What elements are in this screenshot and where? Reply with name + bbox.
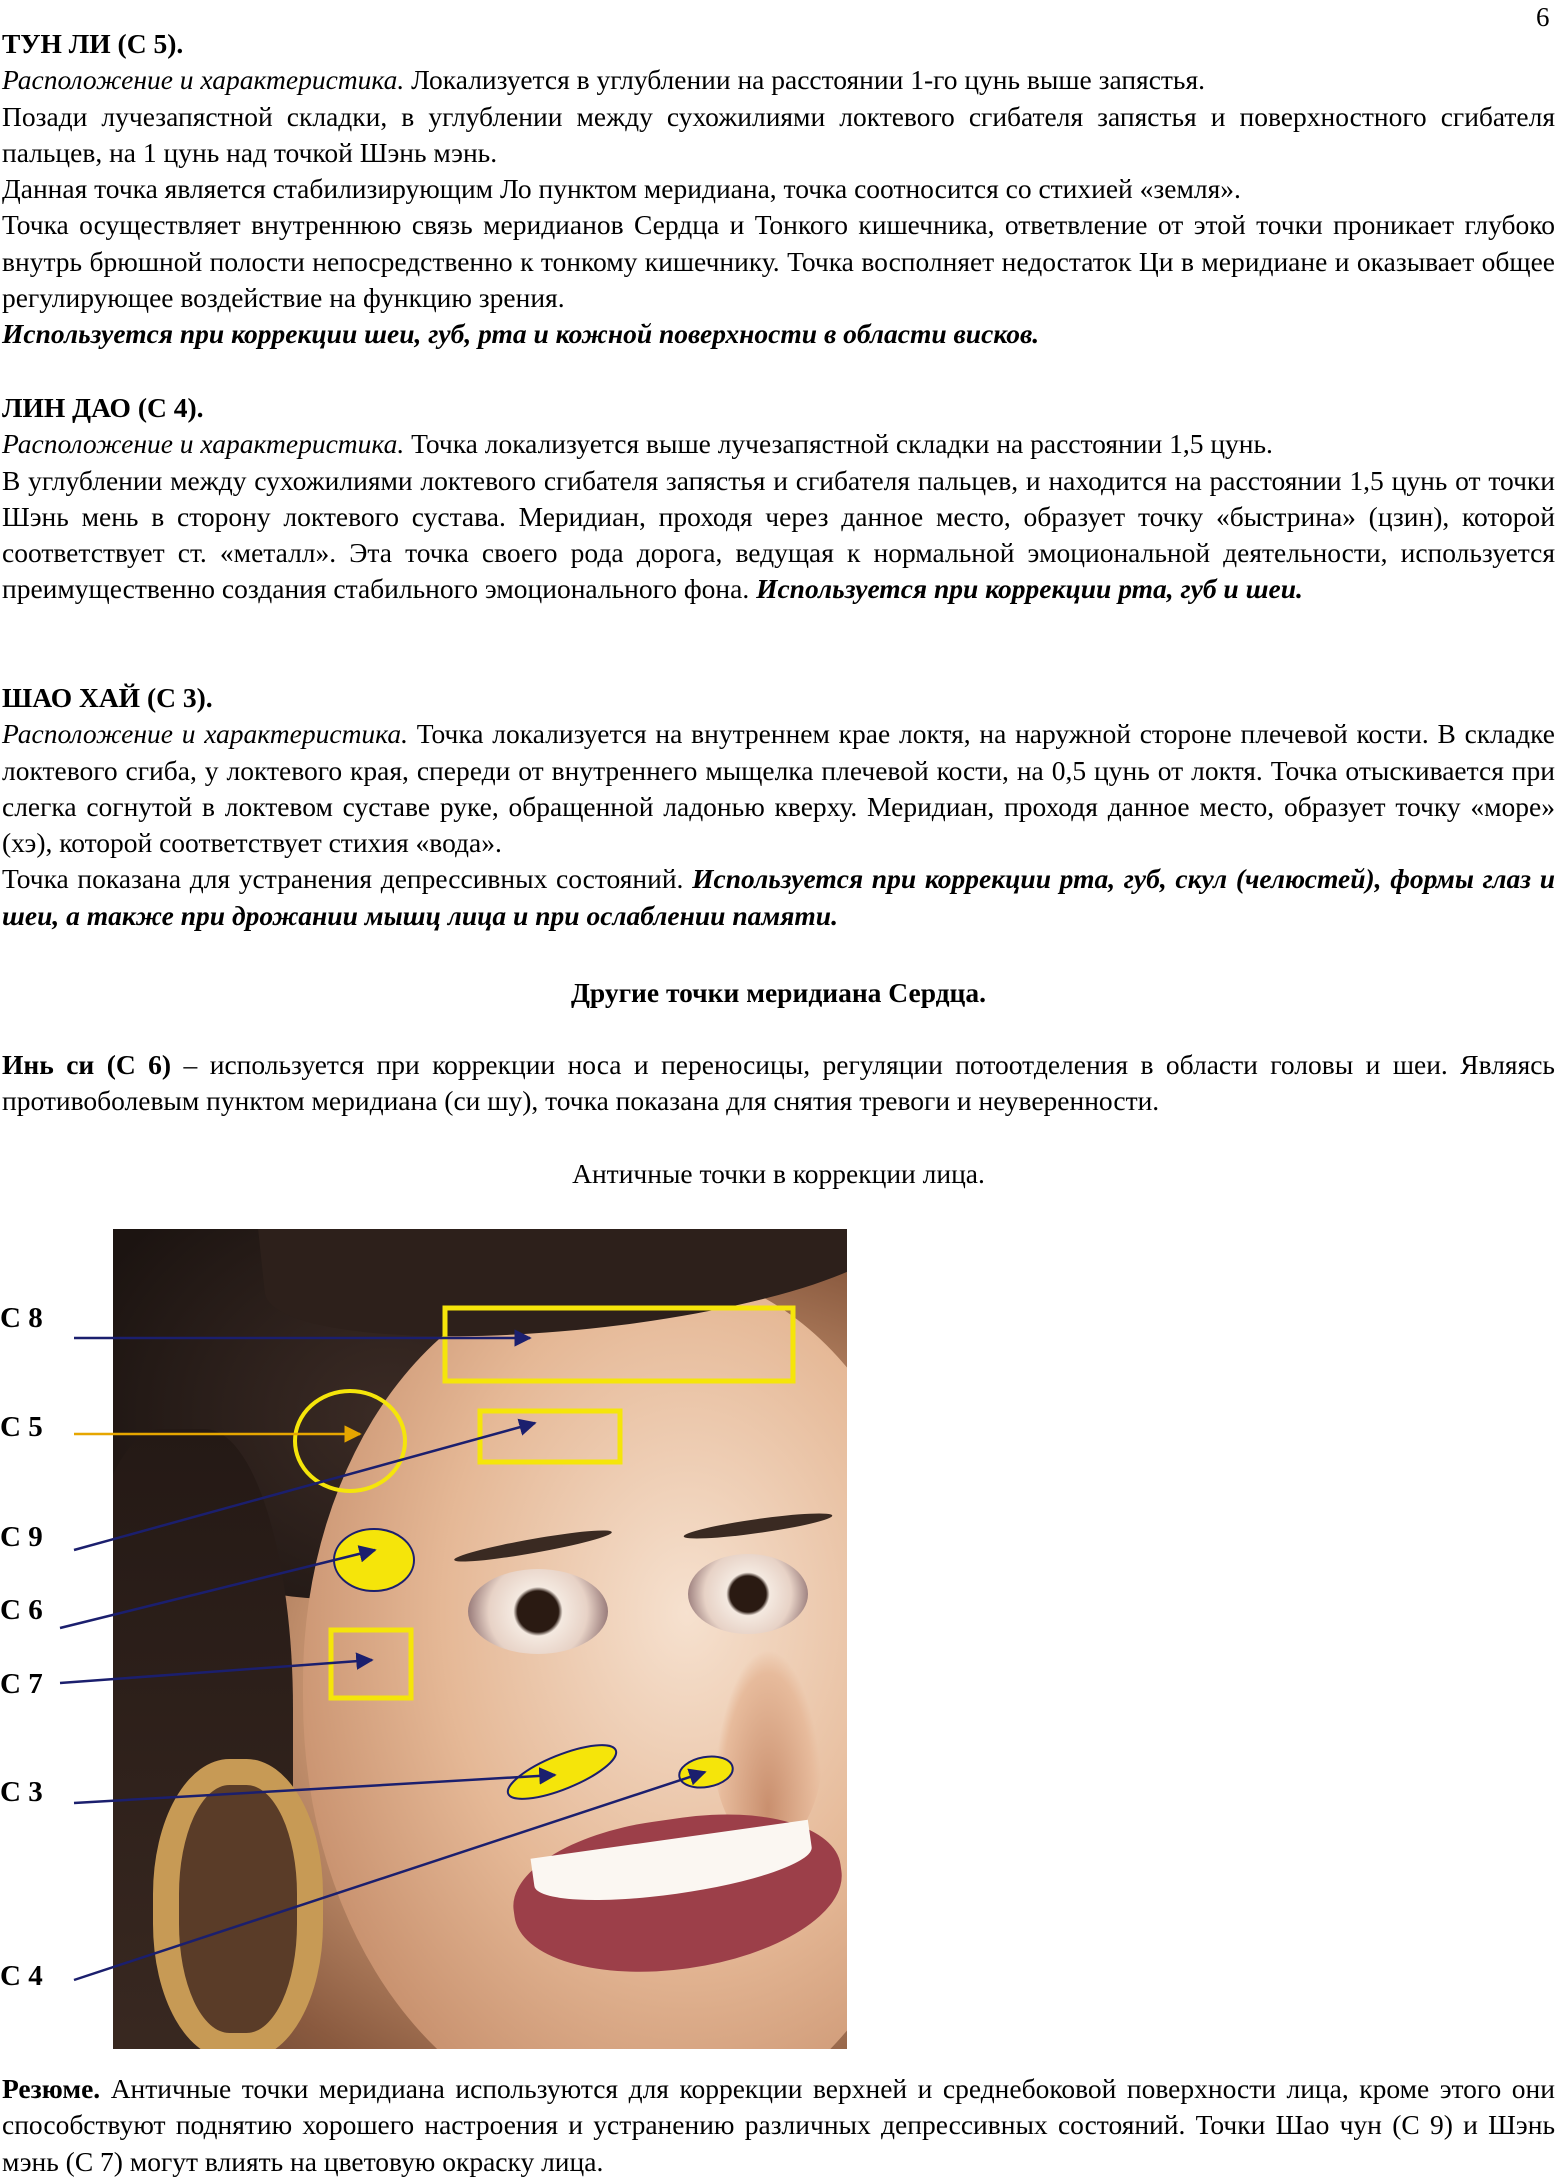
yin-xi-term: Инь си (С 6) bbox=[2, 1049, 172, 1080]
marker-c3-ellipse bbox=[502, 1735, 622, 1810]
arrow-c6 bbox=[60, 1550, 375, 1628]
section-heading: ТУН ЛИ (С 5). bbox=[2, 28, 184, 59]
lead-text: Точка локализуется на внутреннем крае локтя, на наружной стороне плечевой кости. В складке локтевого сгиба, у локтевого края, спереди от внутреннего мыщелка плечевой кости, на 0,5 цунь от локтя. Точка отыскивается при слегка согнутой в локтевом суставе руке, обращенной ладонью кверху. Меридиан, проходя данное место, образует точку «море» (хэ), которой соответствует стихия «вода». bbox=[2, 718, 1555, 859]
point-label-c3: С 3 bbox=[0, 1776, 43, 1808]
summary-paragraph bbox=[2, 2071, 1555, 2180]
paragraph: Точка осуществляет внутреннюю связь меридианов Сердца и Тонкого кишечника, ответвление от этой точки проникает глубоко внутрь брюшной полости непосредственно к тонкому кишечнику. Точка восполняет недостаток Ци в меридиане и оказывает общее регулирующее воздействие на функцию зрения. bbox=[2, 209, 1555, 314]
yin-xi-text: – используется при коррекции носа и переносицы, регуляции потоотделения в области головы и шеи. Являясь противоболевым пунктом меридиана (си шу), точка показана для снятия тревоги и неуверенности. bbox=[2, 1049, 1555, 1117]
lead-text: Точка локализуется выше лучезапястной складки на расстоянии 1,5 цунь. bbox=[404, 428, 1273, 460]
arrow-c4 bbox=[74, 1772, 705, 1980]
marker-c7-rect bbox=[331, 1630, 411, 1698]
arrow-c7 bbox=[60, 1660, 372, 1683]
arrow-c3 bbox=[74, 1775, 555, 1803]
lead-italic: Расположение и характеристика. bbox=[2, 718, 408, 750]
lead-italic: Расположение и характеристика. bbox=[2, 64, 405, 96]
point-label-c8: С 8 bbox=[0, 1302, 43, 1334]
body-text: В углублении между сухожилиями локтевого сгибателя запястья и сгибателя пальцев, и находится на расстоянии 1,5 цунь от точки Шэнь мень в сторону локтевого сустава. Меридиан, проходя через данное место, образует точку «быстрина» (цзин), которой соответствует ст. «металл». Эта точка своего рода дорога, ведущая к нормальной эмоциональной деятельности, используется преимущественно создания стабильного эмоционального фона. bbox=[2, 464, 1555, 605]
figure-caption: Античные точки в коррекции лица. bbox=[572, 1158, 985, 1189]
usage-note: Используется при коррекции рта, губ и шеи. bbox=[756, 573, 1303, 605]
body-text: Точка показана для устранения депрессивных состояний. bbox=[2, 863, 684, 895]
point-label-c5: С 5 bbox=[0, 1411, 43, 1443]
point-label-c4: С 4 bbox=[0, 1960, 43, 1992]
summary-text: Античные точки меридиана используются для коррекции верхней и среднебоковой поверхности лица, кроме этого они способствуют поднятию хорошего настроения и устранению различных депрессивных состояний. Точки Шао чун (С 9) и Шэнь мэнь (С 7) могут влиять на цветовую окраску лица. bbox=[2, 2073, 1555, 2177]
section-heading: ШАО ХАЙ (С 3). bbox=[2, 682, 213, 713]
summary-term: Резюме. bbox=[2, 2073, 101, 2104]
paragraph: Позади лучезапястной складки, в углублении между сухожилиями локтевого сгибателя запястья и поверхностного сгибателя пальцев, на 1 цунь над точкой Шэнь мэнь. bbox=[2, 100, 1555, 168]
paragraph: Данная точка является стабилизирующим Ло пунктом меридиана, точка соотносится со стихией «земля». bbox=[2, 173, 1241, 205]
marker-c8-rect bbox=[445, 1308, 793, 1381]
usage-note: Используется при коррекции шеи, губ, рта и кожной поверхности в области висков. bbox=[2, 318, 1040, 350]
lead-text: Локализуется в углублении на расстоянии 1-го цунь выше запястья. bbox=[404, 64, 1205, 96]
marker-c5-rect bbox=[480, 1411, 620, 1462]
section-heading: ЛИН ДАО (С 4). bbox=[2, 392, 204, 423]
marker-c4-ellipse bbox=[677, 1753, 735, 1792]
other-points-heading: Другие точки меридиана Сердца. bbox=[570, 977, 987, 1008]
lead-italic: Расположение и характеристика. bbox=[2, 428, 405, 460]
marker-c9-ellipse bbox=[334, 1529, 414, 1591]
point-label-c9: С 9 bbox=[0, 1521, 43, 1553]
arrow-c9 bbox=[74, 1423, 535, 1550]
point-label-c6: С 6 bbox=[0, 1594, 43, 1626]
usage-note: Используется при коррекции рта, губ, скул (челюстей), формы глаз и шеи, а также при дрожании мышц лица и при ослаблении памяти. bbox=[2, 863, 1555, 931]
marker-c5-circle bbox=[295, 1391, 405, 1491]
point-label-c7: С 7 bbox=[0, 1668, 43, 1700]
page-number: 6 bbox=[1536, 2, 1550, 32]
